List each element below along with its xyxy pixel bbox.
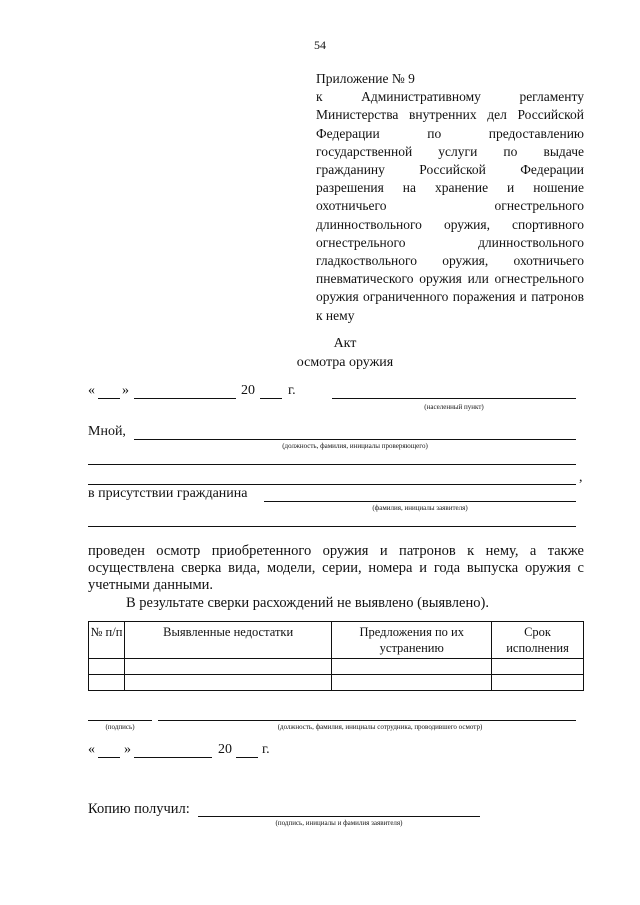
witness-field[interactable] <box>264 501 576 502</box>
day-field[interactable] <box>98 398 120 399</box>
witness-label: в присутствии гражданина <box>88 486 248 501</box>
appendix-body: к Административному регламенту Министерства внутренних дел Российской Федерации по предоставлению государственной услуги по выдаче гражданину Российской Федерации разрешения на хранение и ношение охотничьего огнестрельного длинноствольного оружия, спортивного огнестрельного длинноствольного гладкоствольного оружия, охотничьего пневматического оружия или огнестрельного оружия ограниченного поражения и патронов к нему <box>316 89 584 323</box>
table-cell[interactable] <box>332 675 492 691</box>
table-cell[interactable] <box>492 659 584 675</box>
appendix-block <box>316 70 584 325</box>
date2-month-field[interactable] <box>134 757 212 758</box>
column-header-number: № п/п <box>89 622 125 659</box>
year-prefix: 20 <box>241 383 255 398</box>
findings-table <box>88 621 584 691</box>
result-text: В результате сверки расхождений не выявлено (выявлено). <box>126 595 489 611</box>
document-title-line1: Акт <box>333 336 357 351</box>
table-cell[interactable] <box>124 675 331 691</box>
signature-hint: (подпись) <box>105 723 135 731</box>
month-field[interactable] <box>134 398 236 399</box>
table-cell[interactable] <box>124 659 331 675</box>
witness-field-line2[interactable] <box>88 526 576 527</box>
date-close-quote: » <box>122 383 129 398</box>
table-header-row <box>89 622 584 659</box>
place-hint: (населенный пункт) <box>424 403 484 411</box>
copy-received-label: Копию получил: <box>88 801 190 817</box>
officer-hint: (должность, фамилия, инициалы сотрудника, проводившего осмотр) <box>277 723 483 731</box>
document-title <box>0 334 640 372</box>
inspector-comma: , <box>579 470 583 485</box>
column-header-deadline: Срок исполнения <box>492 622 584 659</box>
table-cell[interactable] <box>492 675 584 691</box>
table-cell[interactable] <box>89 659 125 675</box>
body-paragraph: проведен осмотр приобретенного оружия и патронов к нему, а также осуществлена сверка вида, модели, серии, номера и года выпуска оружия с учетными данными. <box>88 543 584 593</box>
column-header-proposals: Предложения по их устранению <box>332 622 492 659</box>
inspector-field[interactable] <box>134 439 576 440</box>
column-header-shortcomings: Выявленные недостатки <box>124 622 331 659</box>
witness-hint: (фамилия, инициалы заявителя) <box>372 504 468 512</box>
date2-year-suffix: г. <box>262 742 270 757</box>
year-field[interactable] <box>260 398 282 399</box>
date2-close-quote: » <box>124 742 131 757</box>
table-cell[interactable] <box>332 659 492 675</box>
date2-year-prefix: 20 <box>218 742 232 757</box>
date2-day-field[interactable] <box>98 757 120 758</box>
table-row <box>89 675 584 691</box>
inspector-field-line2[interactable] <box>88 464 576 465</box>
table-row <box>89 659 584 675</box>
date-open-quote: « <box>88 383 95 398</box>
date2-open-quote: « <box>88 742 95 757</box>
inspector-label: Мной, <box>88 424 126 439</box>
appendix-title: Приложение № 9 <box>316 71 415 86</box>
place-field[interactable] <box>332 398 576 399</box>
inspector-hint: (должность, фамилия, инициалы проверяющего) <box>282 442 428 450</box>
page-number: 54 <box>314 38 326 52</box>
copy-received-hint: (подпись, инициалы и фамилия заявителя) <box>275 819 403 827</box>
table-cell[interactable] <box>89 675 125 691</box>
date2-year-field[interactable] <box>236 757 258 758</box>
copy-received-field[interactable] <box>198 816 480 817</box>
officer-field[interactable] <box>158 720 576 721</box>
inspector-field-line3[interactable] <box>88 484 576 485</box>
year-suffix: г. <box>288 383 296 398</box>
signature-field[interactable] <box>88 720 152 721</box>
document-title-line2: осмотра оружия <box>296 355 394 370</box>
